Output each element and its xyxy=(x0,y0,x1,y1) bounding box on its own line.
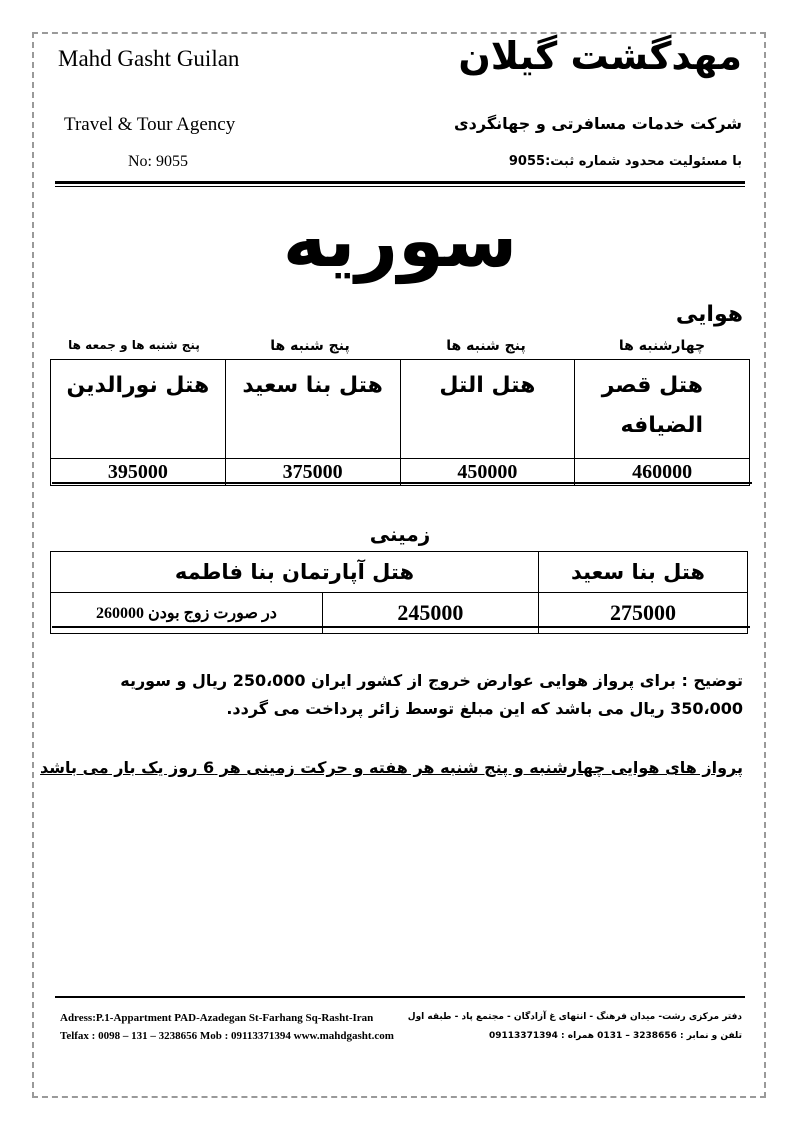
price-cell: 395000 xyxy=(51,459,226,486)
header-divider-thin xyxy=(55,186,745,187)
day-label: پنج شنبه ها xyxy=(446,338,526,354)
table-shadow xyxy=(52,626,750,628)
fees-description: توضیح : برای پرواز هوایی عوارض خروج از کشور ایران 250،000 ریال و سوریه 350،000 ریال می باشد که این مبلغ توسط زائر پرداخت می گردد. xyxy=(120,671,743,718)
hotel-row xyxy=(51,360,750,459)
day-label: پنج شنبه ها xyxy=(270,338,350,354)
day-label: پنج شنبه ها و جمعه ها xyxy=(68,338,200,352)
price-cell: 245000 xyxy=(322,593,538,634)
hotel-cell: هتل بنا سعید xyxy=(538,552,747,593)
footer-address-fa: دفتر مرکزی رشت- میدان فرهنگ - انتهای غ آزادگان - مجتمع پاد - طبقه اول xyxy=(407,1012,742,1022)
hotel-cell: هتل آپارتمان بنا فاطمه xyxy=(51,552,539,593)
footer-contact-en: Telfax : 0098 – 131 – 3238656 Mob : 09113371394 www.mahdgasht.com xyxy=(60,1030,394,1042)
hotel-cell: هتل نورالدین xyxy=(51,360,226,459)
price-cell: 450000 xyxy=(400,459,575,486)
table-shadow xyxy=(52,482,752,484)
air-prices-table xyxy=(50,359,750,486)
price-cell: 375000 xyxy=(225,459,400,486)
footer-divider xyxy=(55,996,745,998)
footer-contact-fa: تلفن و نمابر : 3238656 – 0131 همراه : 09113371394 xyxy=(489,1031,742,1041)
hotel-cell: هتل بنا سعید xyxy=(225,360,400,459)
air-section-label: هوایی xyxy=(675,302,743,327)
header-divider xyxy=(55,181,745,184)
destination-title: سوریه xyxy=(282,198,518,284)
registration-fa: با مسئولیت محدود شماره ثبت:9055 xyxy=(508,154,742,169)
footer-address-en: Adress:P.1-Appartment PAD-Azadegan St-Farhang Sq-Rasht-Iran xyxy=(60,1012,374,1024)
price-cell: 460000 xyxy=(575,459,750,486)
land-prices-table xyxy=(50,551,748,634)
pair-price-note: در صورت زوج بودن 260000 xyxy=(51,593,323,634)
schedule-note: پرواز های هوایی چهارشنبه و پنج شنبه هر هفته و حرکت زمینی هر 6 روز یک بار می باشد xyxy=(40,758,743,777)
agency-name-en: Mahd Gasht Guilan xyxy=(58,46,240,71)
hotel-cell: هتل قصر الضیافه xyxy=(575,360,750,459)
agency-subtitle-fa: شرکت خدمات مسافرتی و جهانگردی xyxy=(454,114,742,133)
price-cell: 275000 xyxy=(538,593,747,634)
land-section-label: زمینی xyxy=(369,522,431,546)
registration-number-en: No: 9055 xyxy=(128,153,188,170)
hotel-cell: هتل التل xyxy=(400,360,575,459)
agency-name-fa: مهدگشت گیلان xyxy=(458,34,742,78)
day-label: چهارشنبه ها xyxy=(618,338,706,354)
hotel-row xyxy=(51,552,748,593)
agency-subtitle-en: Travel & Tour Agency xyxy=(64,114,236,135)
